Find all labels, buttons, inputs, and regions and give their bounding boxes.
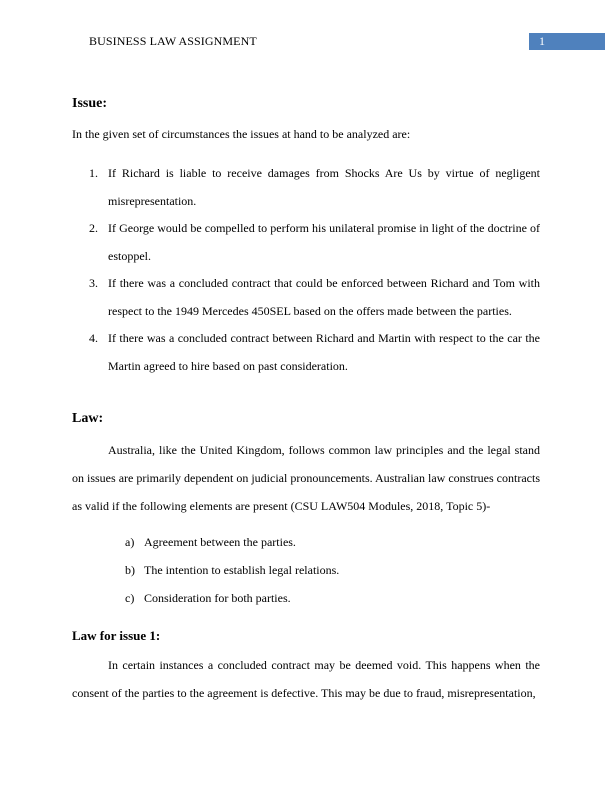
list-item	[125, 528, 296, 556]
law-heading: Law:	[72, 411, 104, 426]
law-issue1-heading: Law for issue 1:	[72, 628, 161, 643]
list-item-text: Agreement between the parties.	[144, 535, 296, 549]
list-item	[89, 269, 540, 325]
page-number-badge	[529, 33, 605, 50]
page-number: 1	[539, 34, 545, 48]
list-item-text: If there was a concluded contract between Richard and Martin with respect to the car the Martin agreed to hire based on past consideration.	[108, 331, 540, 373]
list-item-text: If George would be compelled to perform his unilateral promise in light of the doctrine of estoppel.	[108, 221, 540, 263]
list-item-number: 2.	[89, 221, 98, 235]
list-item-text: Consideration for both parties.	[144, 591, 291, 605]
list-item-text: If Richard is liable to receive damages from Shocks Are Us by virtue of negligent misrepresentation.	[108, 166, 540, 208]
list-item-number: 1.	[89, 166, 98, 180]
list-item-letter: c)	[125, 591, 135, 605]
list-item-number: 4.	[89, 331, 98, 345]
list-item-letter: b)	[125, 563, 135, 577]
list-item-text: The intention to establish legal relations.	[144, 563, 340, 577]
list-item	[125, 556, 339, 584]
law-issue1-paragraph: In certain instances a concluded contract may be deemed void. This happens when the consent of the parties to the agreement is defective. This may be due to fraud, misrepresentation,	[72, 658, 540, 700]
list-item	[89, 214, 540, 270]
list-item	[125, 584, 291, 612]
header-title: BUSINESS LAW ASSIGNMENT	[89, 34, 257, 48]
list-item-text: If there was a concluded contract that could be enforced between Richard and Tom with respect to the 1949 Mercedes 450SEL based on the offers made between the parties.	[108, 276, 540, 318]
list-item	[89, 159, 540, 215]
list-item	[89, 324, 540, 380]
law-paragraph: Australia, like the United Kingdom, follows common law principles and the legal stand on issues are primarily dependent on judicial pronouncements. Australian law construes contracts as valid if the following elements are present (CSU LAW504 Modules, 2018, Topic 5)-	[72, 443, 540, 513]
issue-intro: In the given set of circumstances the issues at hand to be analyzed are:	[72, 127, 411, 141]
list-item-number: 3.	[89, 276, 98, 290]
issue-heading: Issue:	[72, 96, 108, 111]
list-item-letter: a)	[125, 535, 135, 549]
